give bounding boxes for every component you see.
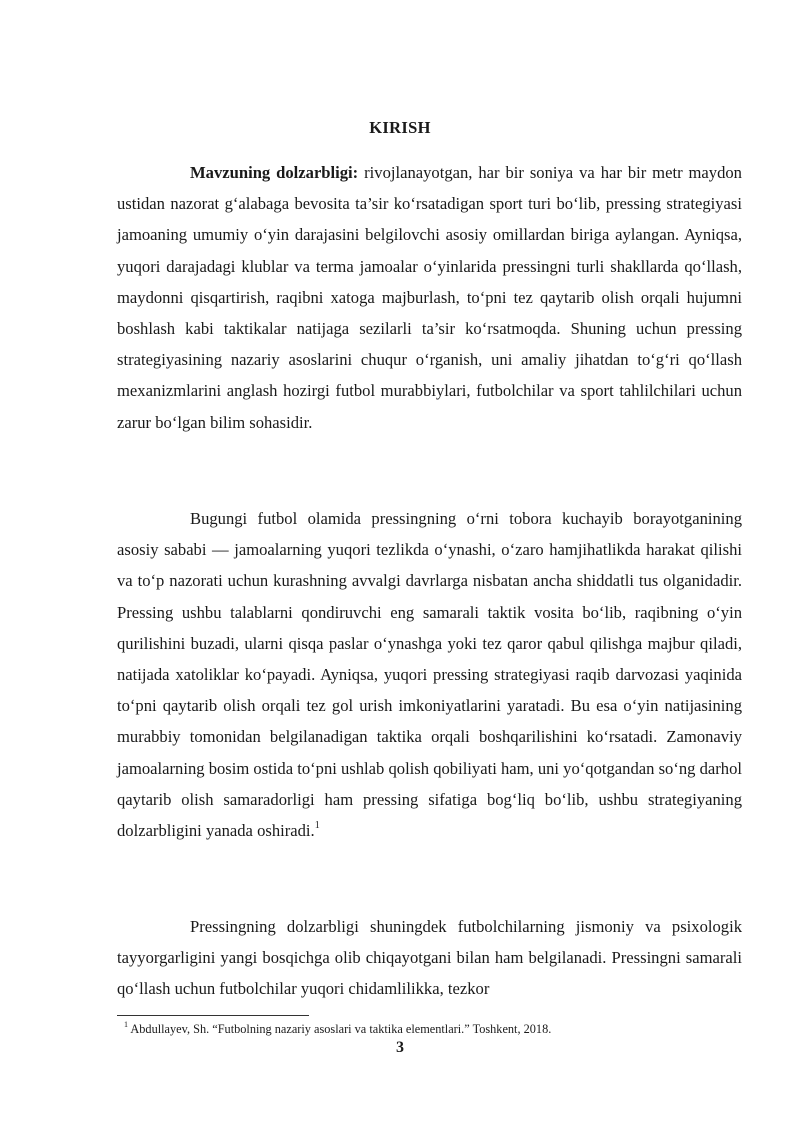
- page-number: 3: [396, 1039, 404, 1056]
- section-heading: KIRISH: [369, 118, 431, 137]
- footnote-divider: [117, 1015, 309, 1016]
- paragraph-physical-preparation: [117, 911, 742, 1005]
- paragraph-text: rivojlanayotgan, har bir soniya va har bir metr maydon ustidan nazorat g‘alabaga bevosita ta’sir ko‘rsatadigan sport turi bo‘lib, pressing strategiyasi jamoaning umumiy o‘yin darajasini belgilovchi asosiy omillardan biriga aylangan. Ayniqsa, yuqori darajadagi klublar va terma jamoalar o‘yinlarida pressingni turli shakllarda qo‘llash, maydonni qisqartirish, raqibni xatoga majburlash, to‘pni tez qaytarib olish orqali hujumni boshlash kabi taktikalar natijaga sezilarli ta’sir ko‘rsatmoqda. Shuning uchun pressing strategiyasining nazariy asoslarini chuqur o‘rganish, uni amaliy jihatdan to‘g‘ri qo‘llash mexanizmlarini anglash hozirgi futbol murabbiylari, futbolchilar va sport tahlilchilari uchun zarur bo‘lgan bilim sohasidir.: [117, 163, 742, 432]
- paragraph-relevance: [117, 157, 742, 438]
- paragraph-lead: Mavzuning dolzarbligi:: [190, 163, 359, 182]
- footnote: [124, 1021, 551, 1037]
- footnote-reference[interactable]: 1: [314, 819, 320, 831]
- footnote-number: 1: [124, 1019, 128, 1029]
- paragraph-text: Bugungi futbol olamida pressingning o‘rni tobora kuchayib borayotganining asosiy sababi — jamoalarning yuqori tezlikda o‘ynashi, o‘zaro hamjihatlikda harakat qilishi va to‘p nazorati uchun kurashning avvalgi davrlarga nisbatan ancha shiddatli tus olganidadir. Pressing ushbu talablarni qondiruvchi eng samarali taktik vosita bo‘lib, raqibning o‘yin qurilishini buzadi, ularni qisqa paslar o‘ynashga yoki tez qaror qabul qilishga majbur qiladi, natijada xatoliklar ko‘payadi. Ayniqsa, yuqori pressing strategiyasi raqib darvozasi yaqinida to‘pni qaytarib olish orqali tez gol urish imkoniyatlarini yaratadi. Bu esa o‘yin natijasining murabbiy tomonidan belgilanadigan taktika orqali boshqarilishini ko‘rsatadi. Zamonaviy jamoalarning bosim ostida to‘pni ushlab qolish qobiliyati ham, uni yo‘qotgandan so‘ng darhol qaytarib olish samaradorligi ham pressing sifatiga bog‘liq bo‘lib, ushbu strategiyaning dolzarbligini yanada oshiradi.: [117, 509, 742, 841]
- footnote-text: Abdullayev, Sh. “Futbolning nazariy asoslari va taktika elementlari.” Toshkent, 2018.: [128, 1022, 552, 1036]
- paragraph-text: Pressingning dolzarbligi shuningdek futbolchilarning jismoniy va psixologik tayyorgarligini yangi bosqichga olib chiqayotgani bilan ham belgilanadi. Pressingni samarali qo‘llash uchun futbolchilar yuqori chidamlilikka, tezkor: [117, 917, 742, 999]
- paragraph-modern-football: [117, 503, 742, 846]
